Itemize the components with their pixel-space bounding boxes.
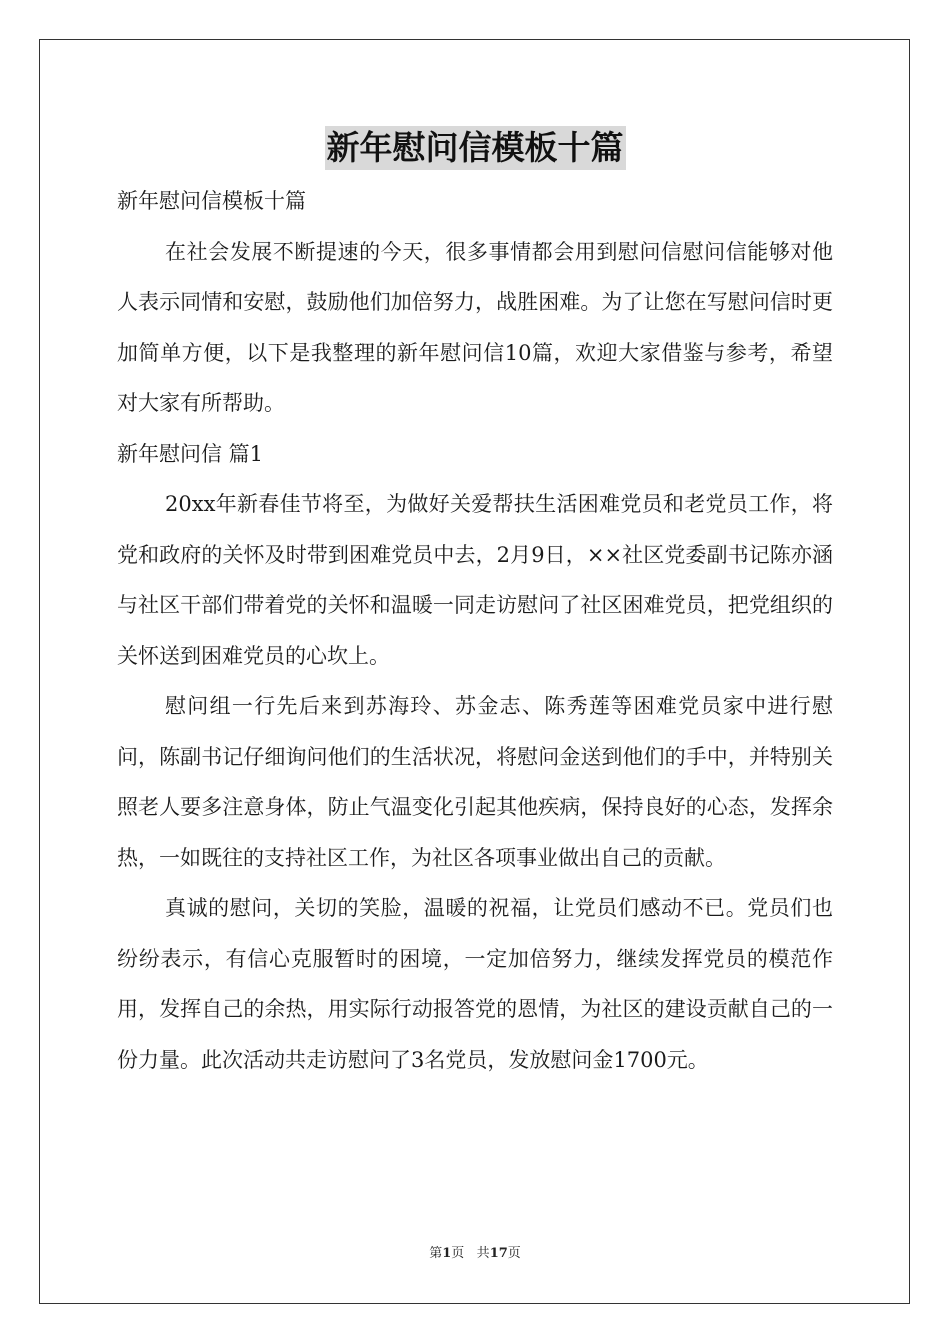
page-current: 1 <box>442 1246 452 1261</box>
page-footer <box>0 1245 950 1263</box>
title-container <box>0 126 950 170</box>
section-heading: 新年慰问信 篇1 <box>117 441 264 466</box>
page-prefix: 第 <box>429 1246 443 1261</box>
document-body <box>117 176 833 1085</box>
page-mid: 页 <box>451 1246 465 1261</box>
body-paragraph-1: 20xx年新春佳节将至，为做好关爱帮扶生活困难党员和老党员工作，将党和政府的关怀及时带到困难党员中去，2月9日，××社区党委副书记陈亦涵与社区干部们带着党的关怀和温暖一同走访慰问了社区困难党员，把党组织的关怀送到困难党员的心坎上。 <box>117 492 833 668</box>
total-suffix: 页 <box>507 1246 521 1261</box>
body-paragraph-3: 真诚的慰问，关切的笑脸，温暖的祝福，让党员们感动不已。党员们也纷纷表示，有信心克服暂时的困境，一定加倍努力，继续发挥党员的模范作用，发挥自己的余热，用实际行动报答党的恩情，为社区的建设贡献自己的一份力量。此次活动共走访慰问了3名党员，发放慰问金1700元。 <box>117 896 833 1072</box>
page-total: 17 <box>489 1246 508 1261</box>
intro-paragraph: 在社会发展不断提速的今天，很多事情都会用到慰问信慰问信能够对他人表示同情和安慰，鼓励他们加倍努力，战胜困难。为了让您在写慰问信时更加简单方便，以下是我整理的新年慰问信10篇，欢迎大家借鉴与参考，希望对大家有所帮助。 <box>117 239 833 415</box>
total-prefix: 共 <box>476 1246 490 1261</box>
document-title: 新年慰问信模板十篇 <box>325 126 626 170</box>
body-paragraph-2: 慰问组一行先后来到苏海玲、苏金志、陈秀莲等困难党员家中进行慰问，陈副书记仔细询问他们的生活状况，将慰问金送到他们的手中，并特别关照老人要多注意身体，防止气温变化引起其他疾病，保持良好的心态，发挥余热，一如既往的支持社区工作，为社区各项事业做出自己的贡献。 <box>117 694 833 870</box>
document-subtitle: 新年慰问信模板十篇 <box>117 189 306 213</box>
